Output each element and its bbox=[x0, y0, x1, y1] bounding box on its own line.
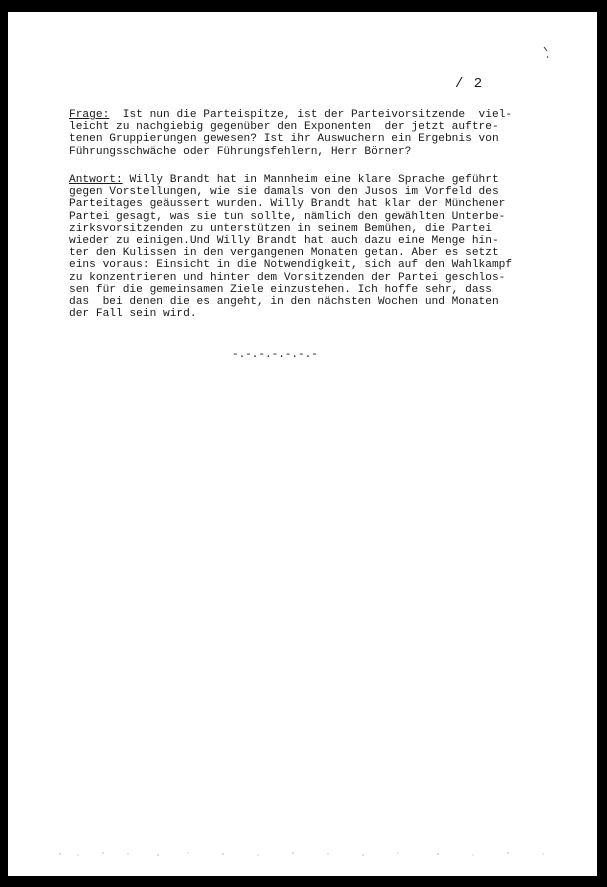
question-block bbox=[69, 109, 569, 158]
end-separator: -.-.-.-.-.-.- bbox=[232, 349, 318, 361]
answer-text: Willy Brandt hat in Mannheim eine klare Sprache geführt bbox=[129, 174, 499, 186]
question-line: tenen Gruppierungen gewesen? Ist ihr Auswuchern ein Ergebnis von bbox=[69, 133, 499, 146]
answer-line: zirksvorsitzenden zu unterstützen in seinem Bemühen, die Partei bbox=[69, 222, 492, 235]
answer-line: eins voraus: Einsicht in die Notwendigkeit, sich auf den Wahlkampf bbox=[69, 259, 513, 272]
answer-line: Parteitages geäussert wurden. Willy Brandt hat klar der Münchener bbox=[69, 198, 506, 211]
question-line: leicht zu nachgiebig gegenüber den Exponenten der jetzt auftre- bbox=[69, 121, 499, 134]
answer-line: das bei denen die es angeht, in den nächsten Wochen und Monaten bbox=[69, 295, 499, 308]
answer-line: ter den Kulissen in den vergangenen Monaten getan. Aber es setzt bbox=[69, 247, 499, 260]
document-page bbox=[8, 12, 597, 876]
question-label: Frage: bbox=[69, 109, 110, 121]
question-text: Ist nun die Parteispitze, ist der Parteivorsitzende viel- bbox=[122, 109, 513, 121]
answer-block bbox=[69, 174, 569, 320]
answer-line: gegen Vorstellungen, wie sie damals von den Jusos im Vorfeld des bbox=[69, 186, 499, 199]
scan-noise bbox=[48, 850, 568, 858]
answer-line: sen für die gemeinsamen Ziele einzustehen. Ich hoffe sehr, dass bbox=[69, 283, 492, 296]
answer-line: zu konzentrieren und hinter dem Vorsitzenden der Partei geschlos- bbox=[69, 271, 506, 284]
answer-line: der Fall sein wird. bbox=[69, 308, 197, 321]
answer-label: Antwort: bbox=[69, 174, 123, 186]
page-number: / 2 bbox=[455, 76, 484, 92]
stray-ink-mark bbox=[543, 46, 549, 60]
question-line bbox=[69, 109, 569, 121]
answer-line bbox=[69, 174, 569, 186]
question-line: Führungsschwäche oder Führungsfehlern, Herr Börner? bbox=[69, 145, 412, 158]
answer-line: wieder zu einigen.Und Willy Brandt hat auch dazu eine Menge hin- bbox=[69, 234, 499, 247]
answer-line: Partei gesagt, was sie tun sollte, nämlich den gewählten Unterbe- bbox=[69, 210, 506, 223]
